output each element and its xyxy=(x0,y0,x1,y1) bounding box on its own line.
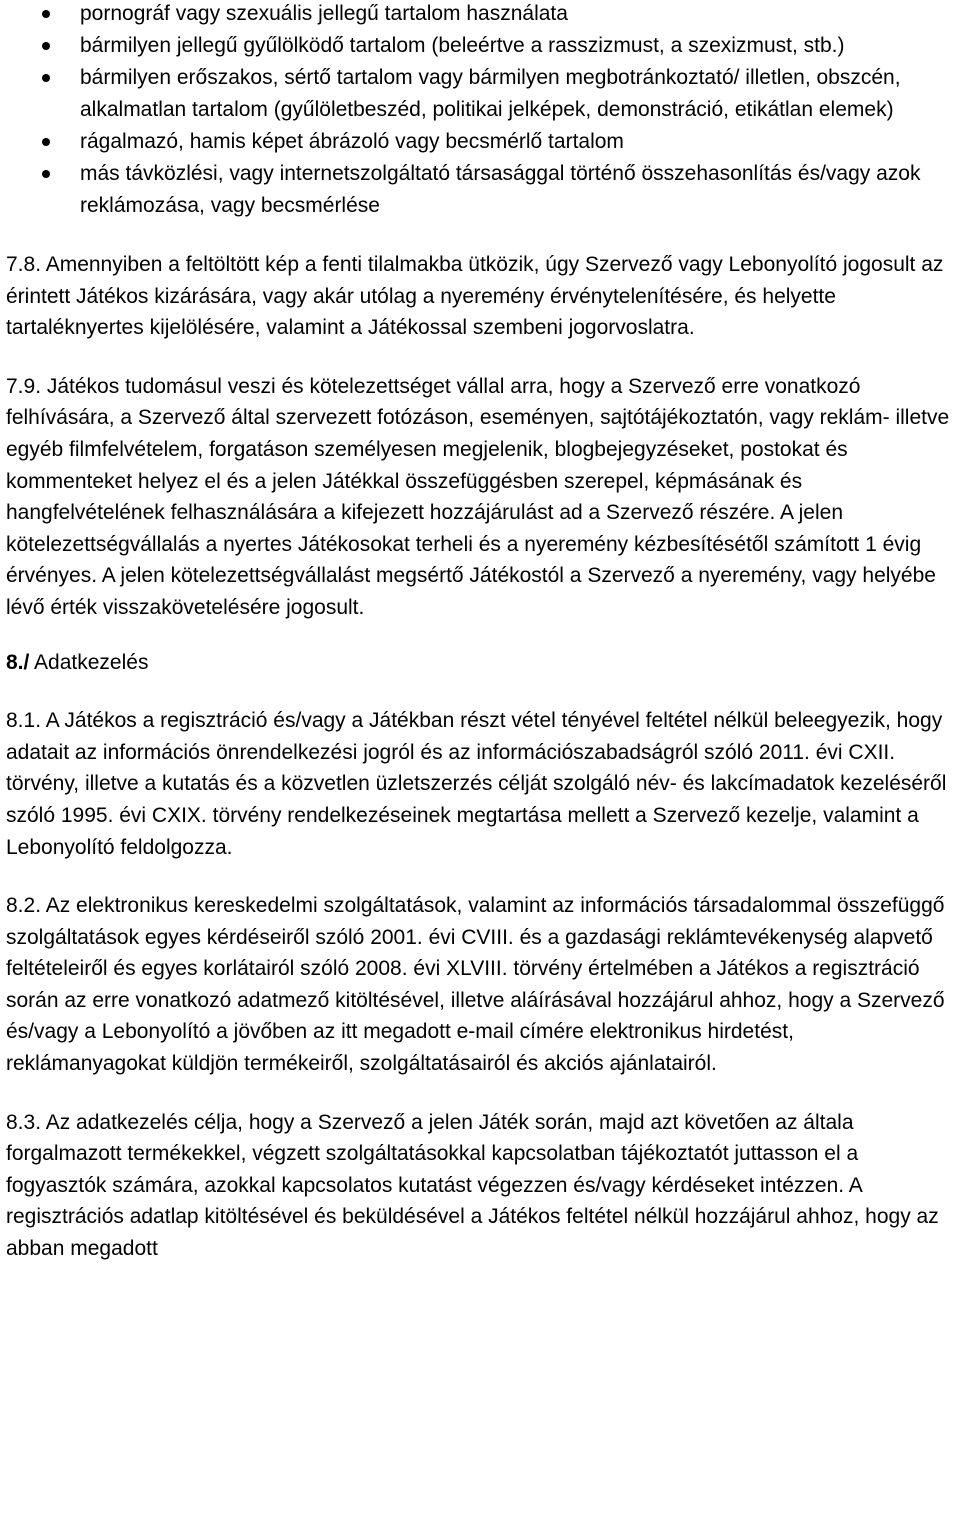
spacer xyxy=(6,1080,952,1107)
spacer xyxy=(6,344,952,371)
section-heading-number: 8./ xyxy=(6,650,30,674)
paragraph-7-9: 7.9. Játékos tudomásul veszi és kötelezettséget vállal arra, hogy a Szervező erre vonatkozó felhívására, a Szervező által szervezett fotózáson, eseményen, sajtótájékoztatón, vagy reklám- illetve egyéb filmfelvételem, forgatáson személyesen megjelenik, blogbejegyzéseket, postokat és kommenteket helyez el és a jelen Játékkal összefüggésben szerepel, képmásának és hangfelvételének felhasználására a kifejezett hozzájárulást ad a Szervező részére. A jelen kötelezettségvállalás a nyertes Játékosokat terheli és a nyeremény kézbesítésétől számított 1 évig érvényes. A jelen kötelezettségvállalást megsértő Játékostól a Szervező a nyeremény, vagy helyébe lévő érték visszakövetelésére jogosult. xyxy=(6,374,950,619)
bullet-icon xyxy=(42,74,50,82)
bullet-icon xyxy=(42,138,50,146)
paragraph-8-2: 8.2. Az elektronikus kereskedelmi szolgáltatások, valamint az információs társadalommal összefüggő szolgáltatások egyes kérdéseiről szóló 2001. évi CVIII. és a gazdasági reklámtevékenység alapvető feltételeiről és egyes korlátairól szóló 2008. évi XLVIII. törvény értelmében a Játékos a regisztráció során az erre vonatkozó adatmező kitöltésével, illetve aláírásával hozzájárul ahhoz, hogy a Szervező és/vagy a Lebonyolító a jövőben az itt megadott e-mail címére elektronikus hirdetést, reklámanyagokat küldjön termékeiről, szolgáltatásairól és akciós ajánlatairól. xyxy=(6,894,945,1076)
list-item-text: bármilyen erőszakos, sértő tartalom vagy bármilyen megbotránkoztató/ illetlen, obszcén, alkalmatlan tartalom (gyűlöletbeszéd, politikai jelképek, demonstráció, etikátlan elemek) xyxy=(80,66,901,121)
paragraph-7-8: 7.8. Amennyiben a feltöltött kép a fenti tilalmakba ütközik, úgy Szervező vagy Lebonyolító jogosult az érintett Játékos kizárására, vagy akár utólag a nyeremény érvénytelenítésére, és helyette tartaléknyertes kijelölésére, valamint a Játékossal szembeni jogorvoslatra. xyxy=(6,253,944,340)
list-item-text: bármilyen jellegű gyűlölködő tartalom (beleértve a rasszizmust, a szexizmust, stb.) xyxy=(80,34,845,57)
list-item xyxy=(6,158,952,222)
list-item xyxy=(6,30,952,62)
spacer xyxy=(6,678,952,705)
list-item-text: pornográf vagy szexuális jellegű tartalom használata xyxy=(80,2,568,25)
prohibited-content-list xyxy=(6,0,952,222)
bullet-icon xyxy=(42,42,50,50)
spacer xyxy=(6,222,952,249)
bullet-icon xyxy=(42,10,50,18)
section-heading-title: Adatkezelés xyxy=(29,650,149,674)
section-heading xyxy=(6,647,952,679)
spacer xyxy=(6,863,952,890)
list-item xyxy=(6,0,952,30)
spacer xyxy=(6,624,952,647)
list-item-text: rágalmazó, hamis képet ábrázoló vagy becsmérlő tartalom xyxy=(80,130,624,153)
list-item xyxy=(6,126,952,158)
bullet-icon xyxy=(42,170,50,178)
list-item-text: más távközlési, vagy internetszolgáltató társasággal történő összehasonlítás és/vagy azok reklámozása, vagy becsmérlése xyxy=(80,162,921,217)
paragraph-8-3: 8.3. Az adatkezelés célja, hogy a Szervező a jelen Játék során, majd azt követően az általa forgalmazott termékekkel, végzett szolgáltatásokkal kapcsolatban tájékoztatót juttasson el a fogyasztók számára, azokkal kapcsolatos kutatást végezzen és/vagy kérdéseket intézzen. A regisztrációs adatlap kitöltésével és beküldésével a Játékos feltétel nélkül hozzájárul ahhoz, hogy az abban megadott xyxy=(6,1110,939,1261)
paragraph-8-1: 8.1. A Játékos a regisztráció és/vagy a Játékban részt vétel tényével feltétel nélkül beleegyezik, hogy adatait az információs önrendelkezési jogról és az információszabadságról szóló 2011. évi CXII. törvény, illetve a kutatás és a közvetlen üzletszerzés célját szolgáló név- és lakcímadatok kezeléséről szóló 1995. évi CXIX. törvény rendelkezéseinek megtartása mellett a Szervező kezelje, valamint a Lebonyolító feldolgozza. xyxy=(6,709,947,859)
list-item xyxy=(6,62,952,126)
